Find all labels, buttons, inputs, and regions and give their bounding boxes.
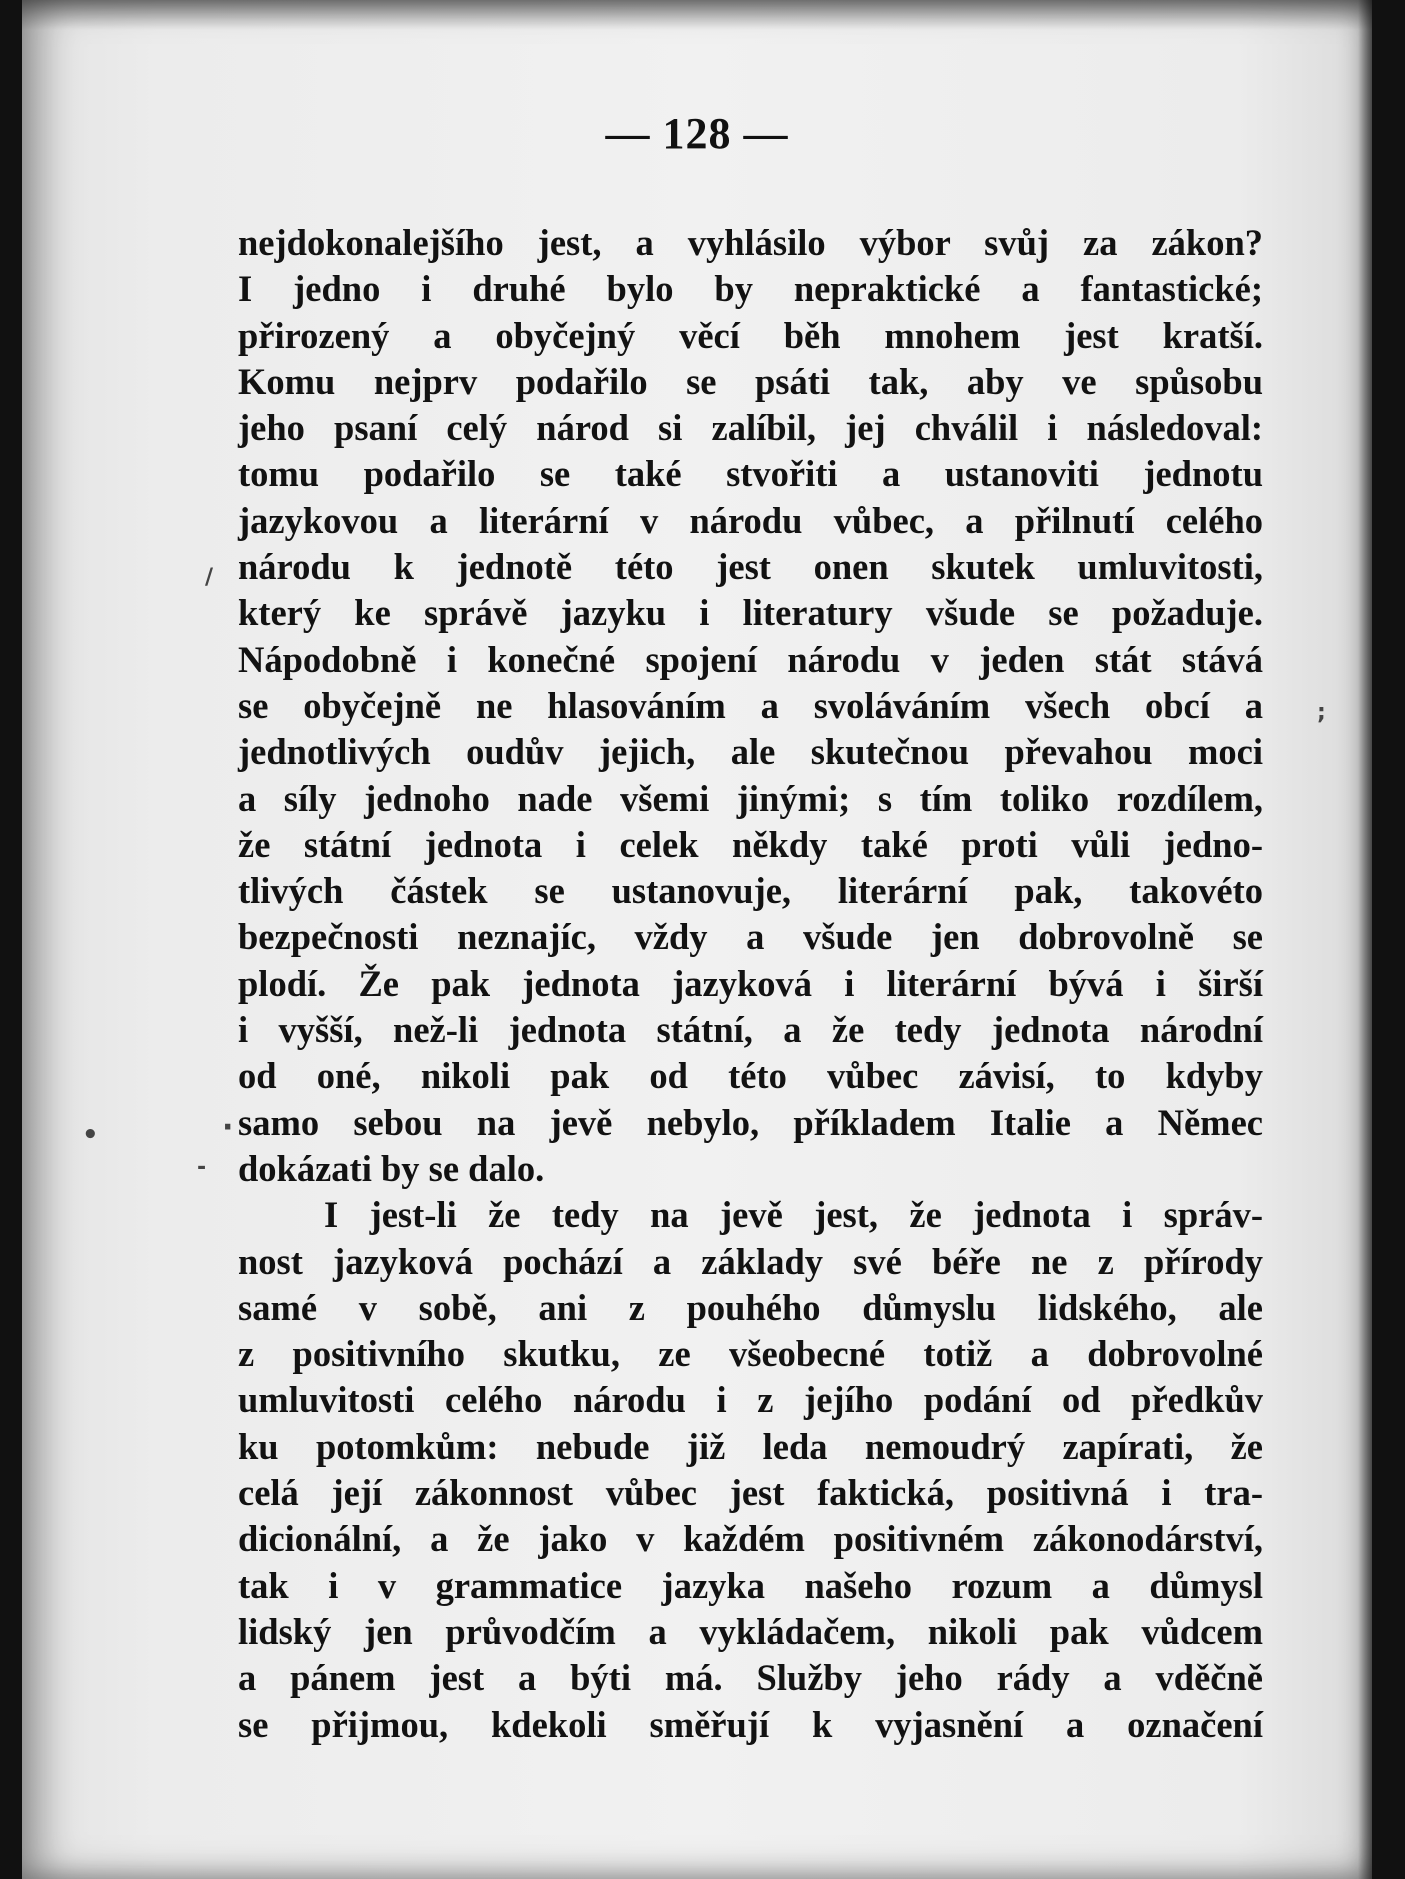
text-line: že státní jednota i celek někdy také proti vůli jedno- [238, 823, 1263, 865]
body-text [238, 220, 1263, 1748]
book-page [22, 0, 1372, 1879]
text-line: z positivního skutku, ze všeobecné totiž a dobrovolné [238, 1333, 1263, 1375]
text-line: ku potomkům: nebude již leda nemoudrý zapírati, že [238, 1425, 1263, 1467]
margin-speck: ; [1317, 700, 1326, 725]
margin-speck: · [222, 1110, 234, 1145]
text-line: celá její zákonnost vůbec jest faktická, positivná i tra- [238, 1472, 1263, 1514]
text-line: tak i v grammatice jazyka našeho rozum a důmysl [238, 1564, 1263, 1606]
margin-speck: / [205, 565, 214, 590]
text-line: Nápodobně i konečné spojení národu v jeden stát stává [238, 638, 1263, 680]
text-line: I jedno i druhé bylo by nepraktické a fantastické; [238, 268, 1263, 310]
page-shadow-top [22, 0, 1372, 30]
text-line: a síly jednoho nade všemi jinými; s tím toliko rozdílem, [238, 777, 1263, 819]
margin-speck: • [82, 1120, 99, 1150]
text-line: dicionální, a že jako v každém positivném zákonodárství, [238, 1518, 1263, 1560]
page-number: — 128 — [605, 109, 789, 158]
text-line: od oné, nikoli pak od této vůbec závisí, to kdyby [238, 1055, 1263, 1097]
text-line: jednotlivých oudův jejich, ale skutečnou převahou moci [238, 731, 1263, 773]
text-line: se obyčejně ne hlasováním a svoláváním všech obcí a [238, 684, 1263, 726]
margin-speck: - [197, 1155, 207, 1180]
text-line: Komu nejprv podařilo se psáti tak, aby ve spůsobu [238, 360, 1263, 402]
text-line: nejdokonalejšího jest, a vyhlásilo výbor svůj za zákon? [238, 222, 1263, 263]
text-line: i vyšší, než-li jednota státní, a že tedy jednota národní [238, 1009, 1263, 1051]
text-line: jeho psaní celý národ si zalíbil, jej chválil i následoval: [238, 407, 1263, 449]
text-line: který ke správě jazyku i literatury všude se požaduje. [238, 592, 1263, 634]
text-line: tomu podařilo se také stvořiti a ustanoviti jednotu [238, 453, 1263, 495]
page-shadow-right [1358, 0, 1372, 1879]
text-line: samo sebou na jevě nebylo, příkladem Italie a Němec [238, 1101, 1263, 1143]
text-line: se přijmou, kdekoli směřují k vyjasnění a označení [238, 1703, 1263, 1745]
text-line: tlivých částek se ustanovuje, literární pak, takovéto [238, 870, 1263, 912]
text-line: přirozený a obyčejný věcí běh mnohem jest kratší. [238, 314, 1263, 356]
text-line: plodí. Že pak jednota jazyková i literární bývá i širší [238, 962, 1263, 1004]
text-line: nost jazyková pochází a základy své béře ne z přírody [238, 1240, 1263, 1282]
text-line: bezpečnosti neznajíc, vždy a všude jen dobrovolně se [238, 916, 1263, 958]
text-line: I jest-li že tedy na jevě jest, že jednota i správ- [324, 1194, 1263, 1236]
text-line: jazykovou a literární v národu vůbec, a přilnutí celého [238, 499, 1263, 541]
text-line: lidský jen průvodčím a vykládačem, nikoli pak vůdcem [238, 1610, 1263, 1652]
text-line: dokázati by se dalo. [238, 1147, 545, 1189]
text-line: národu k jednotě této jest onen skutek umluvitosti, [238, 546, 1263, 588]
text-line: a pánem jest a býti má. Služby jeho rády a vděčně [238, 1657, 1263, 1699]
text-line: samé v sobě, ani z pouhého důmyslu lidského, ale [238, 1286, 1263, 1328]
text-line: umluvitosti celého národu i z jejího podání od předkův [238, 1379, 1263, 1421]
